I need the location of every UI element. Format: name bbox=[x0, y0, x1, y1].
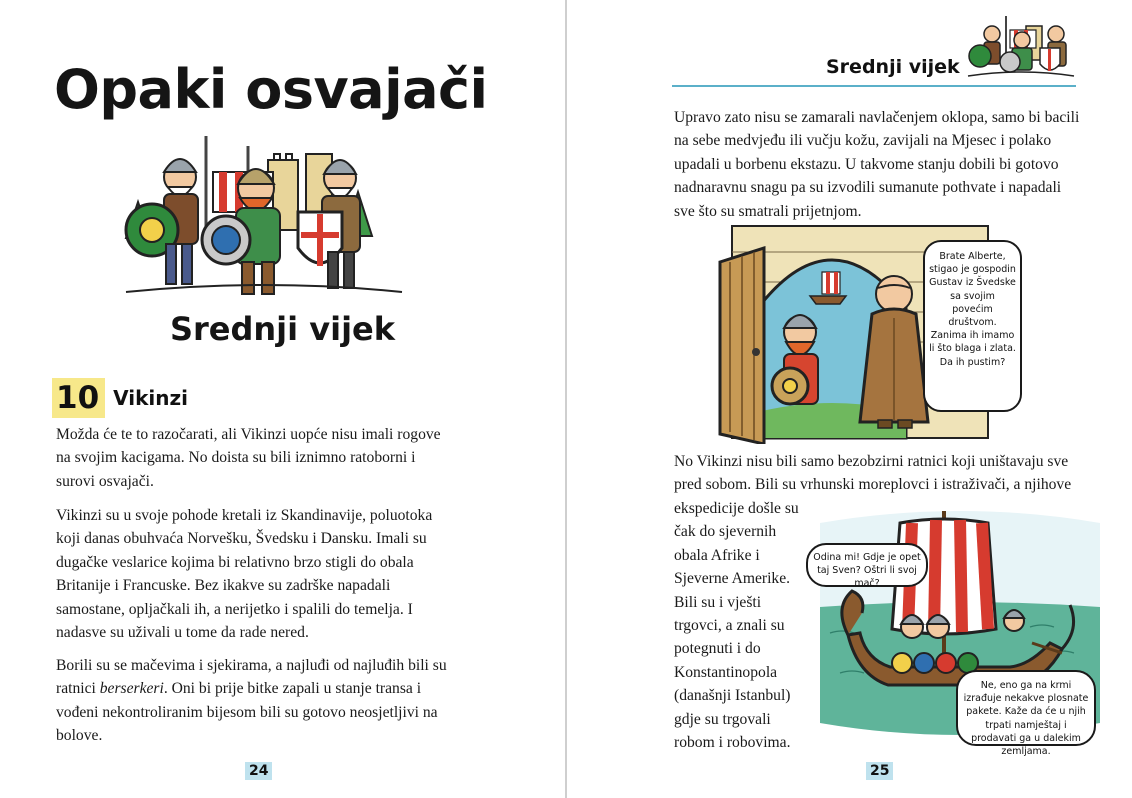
paragraph-text: Borili su se mačevima i sjekirama, a najluđi od najluđih bili su ratnici bbox=[56, 657, 447, 698]
speech-bubble-text: Brate Alberte, stigao je gospodin Gustav iz Švedske sa svojim povećim društvom. Zanima ih imamo li što blaga i zlata. Da ih pustim? bbox=[929, 251, 1016, 368]
viking-warriors-small-illustration bbox=[966, 14, 1076, 80]
chapter-title: Vikinzi bbox=[113, 386, 189, 410]
paragraph: Možda će te to razočarati, ali Vikinzi uopće nisu imali rogove na svojim kacigama. No doista su bili iznimno ratoborni i surovi osvajači. bbox=[56, 426, 441, 490]
paragraph-text: . Oni bi prije bitke zapali u stanje transa i vođeni nekontroliranim bijesom bili su gotovo neosjetljivi na bolove. bbox=[56, 680, 438, 745]
viking-warriors-illustration bbox=[118, 132, 408, 302]
chapter-number: 10 bbox=[52, 378, 105, 418]
chapter-heading bbox=[52, 378, 188, 418]
page-number: 25 bbox=[866, 762, 893, 780]
paragraph: Vikinzi su u svoje pohode kretali iz Skandinavije, poluotoka koji danas obuhvaća Norvešku, Švedsku i Dansku. Imali su dugačke veslarice kojima bi relativno brzo stigli do obala Britanije i Francuske. Bez ikakve su zadrške napadali samostane, opljačkali ih, a nerijetko i spalili do temelja. I nadasve su uživali u tome da rade nered. bbox=[56, 507, 433, 642]
speech-bubble-text: Odina mi! Gdje je opet taj Sven? Oštri li svoj mač? bbox=[813, 552, 921, 590]
paragraph: ekspedicije došle su čak do sjevernih obala Afrike i Sjeverne Amerike. Bili su i vješti trgovci, a znali su potegnuti i do Konstantinopola (današnji Istanbul) gdje su trgovali robom i robovima. bbox=[674, 500, 799, 752]
page-number: 24 bbox=[245, 762, 272, 780]
speech-bubble-monk bbox=[923, 240, 1022, 412]
speech-bubble-viking-top bbox=[806, 543, 928, 590]
paragraph bbox=[56, 654, 458, 748]
left-page bbox=[0, 0, 565, 798]
page-title: Opaki osvajači bbox=[54, 58, 488, 121]
italic-term: berserkeri bbox=[99, 680, 164, 698]
running-head: Srednji vijek bbox=[826, 56, 960, 78]
speech-bubble-text: Ne, eno ga na krmi izrađuje nekakve plosnate pakete. Kaže da će u njih trpati namještaj i prodavati ga u dalekim zemljama. bbox=[963, 680, 1089, 758]
section-title: Srednji vijek bbox=[169, 310, 396, 348]
paragraph: Upravo zato nisu se zamarali navlačenjem oklopa, samo bi bacili na sebe medvjeđu ili vučju kožu, zavijali na Mjesec i polako upadali u borbenu ekstazu. U takvome stanju dobili bi gotovo nadnaravnu snagu pa su izvodili sumanute pothvate i napadali sve što su smatrali prijetnjom. bbox=[674, 109, 1080, 220]
paragraph: No Vikinzi nisu bili samo bezobzirni ratnici koji uništavaju sve pred sobom. Bili su vrhunski moreplovci i istraživači, a njihove bbox=[674, 453, 1072, 494]
speech-bubble-viking-bottom bbox=[956, 670, 1096, 758]
header-rule bbox=[672, 85, 1076, 87]
